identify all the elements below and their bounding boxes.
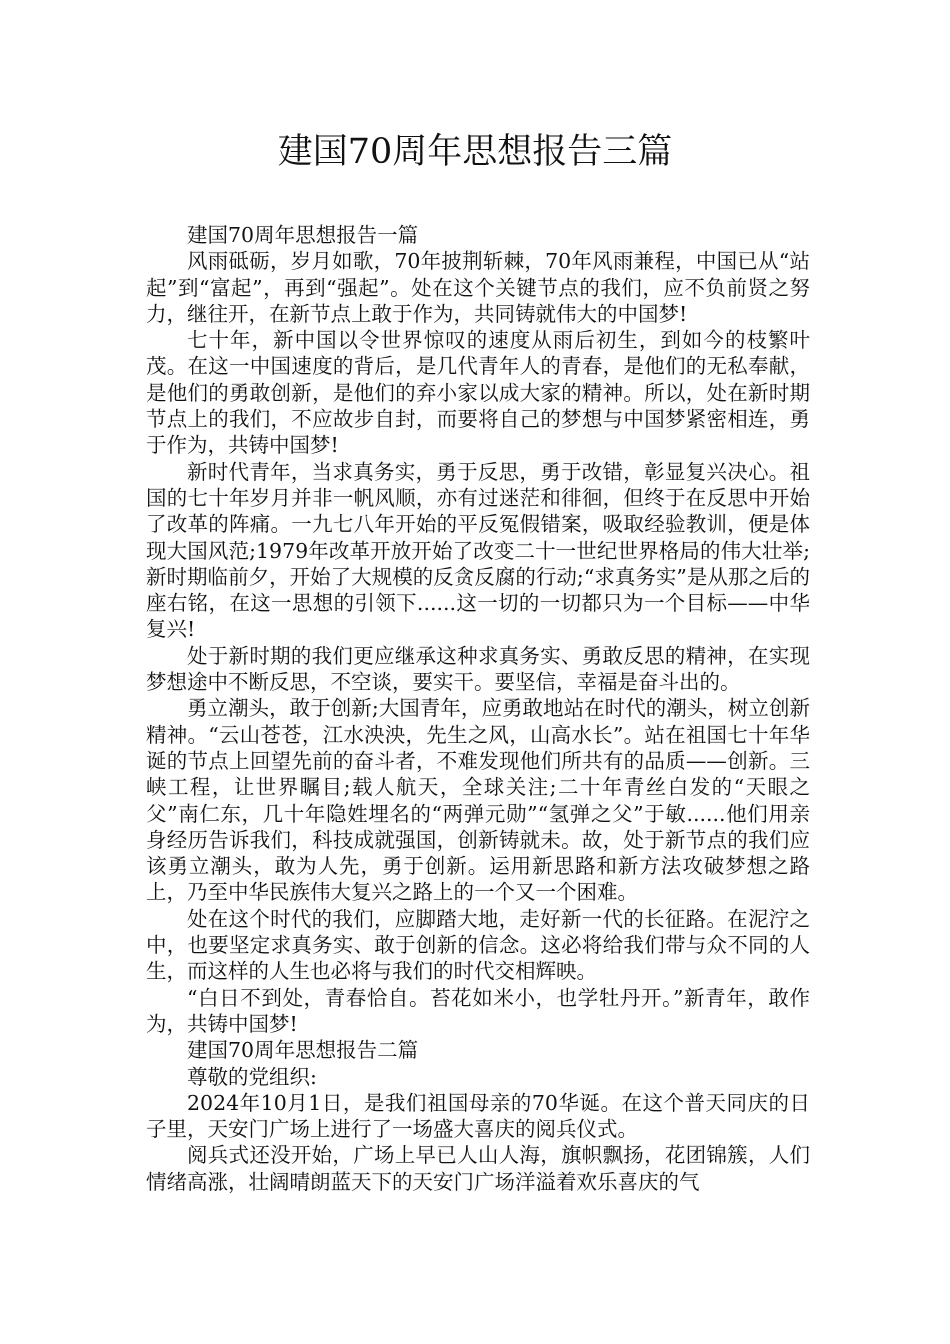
paragraph: “白日不到处，青春恰自。苔花如米小，也学牡丹开。”新青年，敢作为，共铸中国梦! <box>146 985 810 1036</box>
section-heading-2: 建国70周年思想报告二篇 <box>187 1038 419 1063</box>
document-body <box>146 222 810 1195</box>
document-title: 建国70周年思想报告三篇 <box>277 132 673 172</box>
paragraph: 七十年，新中国以令世界惊叹的速度从雨后初生，到如今的枝繁叶茂。在这一中国速度的背后，是几代青年人的青春，是他们的无私奉献，是他们的勇敢创新，是他们的弃小家以成大家的精神。所以，处在新时期节点上的我们，不应故步自封，而要将自己的梦想与中国梦紧密相连，勇于作为，共铸中国梦! <box>146 328 810 458</box>
section-heading-1: 建国70周年思想报告一篇 <box>187 223 419 247</box>
paragraph: 处在这个时代的我们，应脚踏大地，走好新一代的长征路。在泥泞之中，也要坚定求真务实、敢于创新的信念。这必将给我们带与众不同的人生，而这样的人生也必将与我们的时代交相辉映。 <box>146 906 810 984</box>
paragraph: 风雨砥砺，岁月如歌，70年披荆斩棘，70年风雨兼程，中国已从“站起”到“富起”，再到“强起”。处在这个关键节点的我们，应不负前贤之努力，继往开，在新节点上敢于作为，共同铸就伟大的中国梦! <box>146 249 810 326</box>
salutation: 尊敬的党组织: <box>187 1064 317 1089</box>
paragraph: 新时代青年，当求真务实，勇于反思，勇于改错，彰显复兴决心。祖国的七十年岁月并非一帆风顺，亦有过迷茫和徘徊，但终于在反思中开始了改革的阵痛。一九七八年开始的平反冤假错案，吸取经验教训，便是体现大国风范;1979年改革开放开始了改变二十一世纪世界格局的伟大壮举;新时期临前夕，开始了大规模的反贪反腐的行动;“求真务实”是从那之后的座右铭，在这一思想的引领下......这一切的一切都只为一个目标——中华复兴! <box>146 459 810 642</box>
paragraph: 勇立潮头，敢于创新;大国青年，应勇敢地站在时代的潮头，树立创新精神。“云山苍苍，江水泱泱，先生之风，山高水长”。站在祖国七十年华诞的节点上回望先前的奋斗者，不难发现他们所共有的品质——创新。三峡工程，让世界瞩目;载人航天，全球关注;二十年青丝白发的“天眼之父”南仁东，几十年隐姓埋名的“两弹元勋”“氢弹之父”于敏......他们用亲身经历告诉我们，科技成就强国，创新铸就未。故，处于新节点的我们应该勇立潮头，敢为人先，勇于创新。运用新思路和新方法攻破梦想之路上，乃至中华民族伟大复兴之路上的一个又一个困难。 <box>146 696 810 905</box>
paragraph: 处于新时期的我们更应继承这种求真务实、勇敢反思的精神，在实现梦想途中不断反思，不空谈，要实干。要坚信，幸福是奋斗出的。 <box>146 643 810 695</box>
paragraph: 阅兵式还没开始，广场上早已人山人海，旗帜飘扬，花团锦簇，人们情绪高涨，壮阔晴朗蓝天下的天安门广场洋溢着欢乐喜庆的气 <box>146 1143 810 1194</box>
paragraph: 2024年10月1日，是我们祖国母亲的70华诞。在这个普天同庆的日子里，天安门广场上进行了一场盛大喜庆的阅兵仪式。 <box>146 1090 810 1142</box>
